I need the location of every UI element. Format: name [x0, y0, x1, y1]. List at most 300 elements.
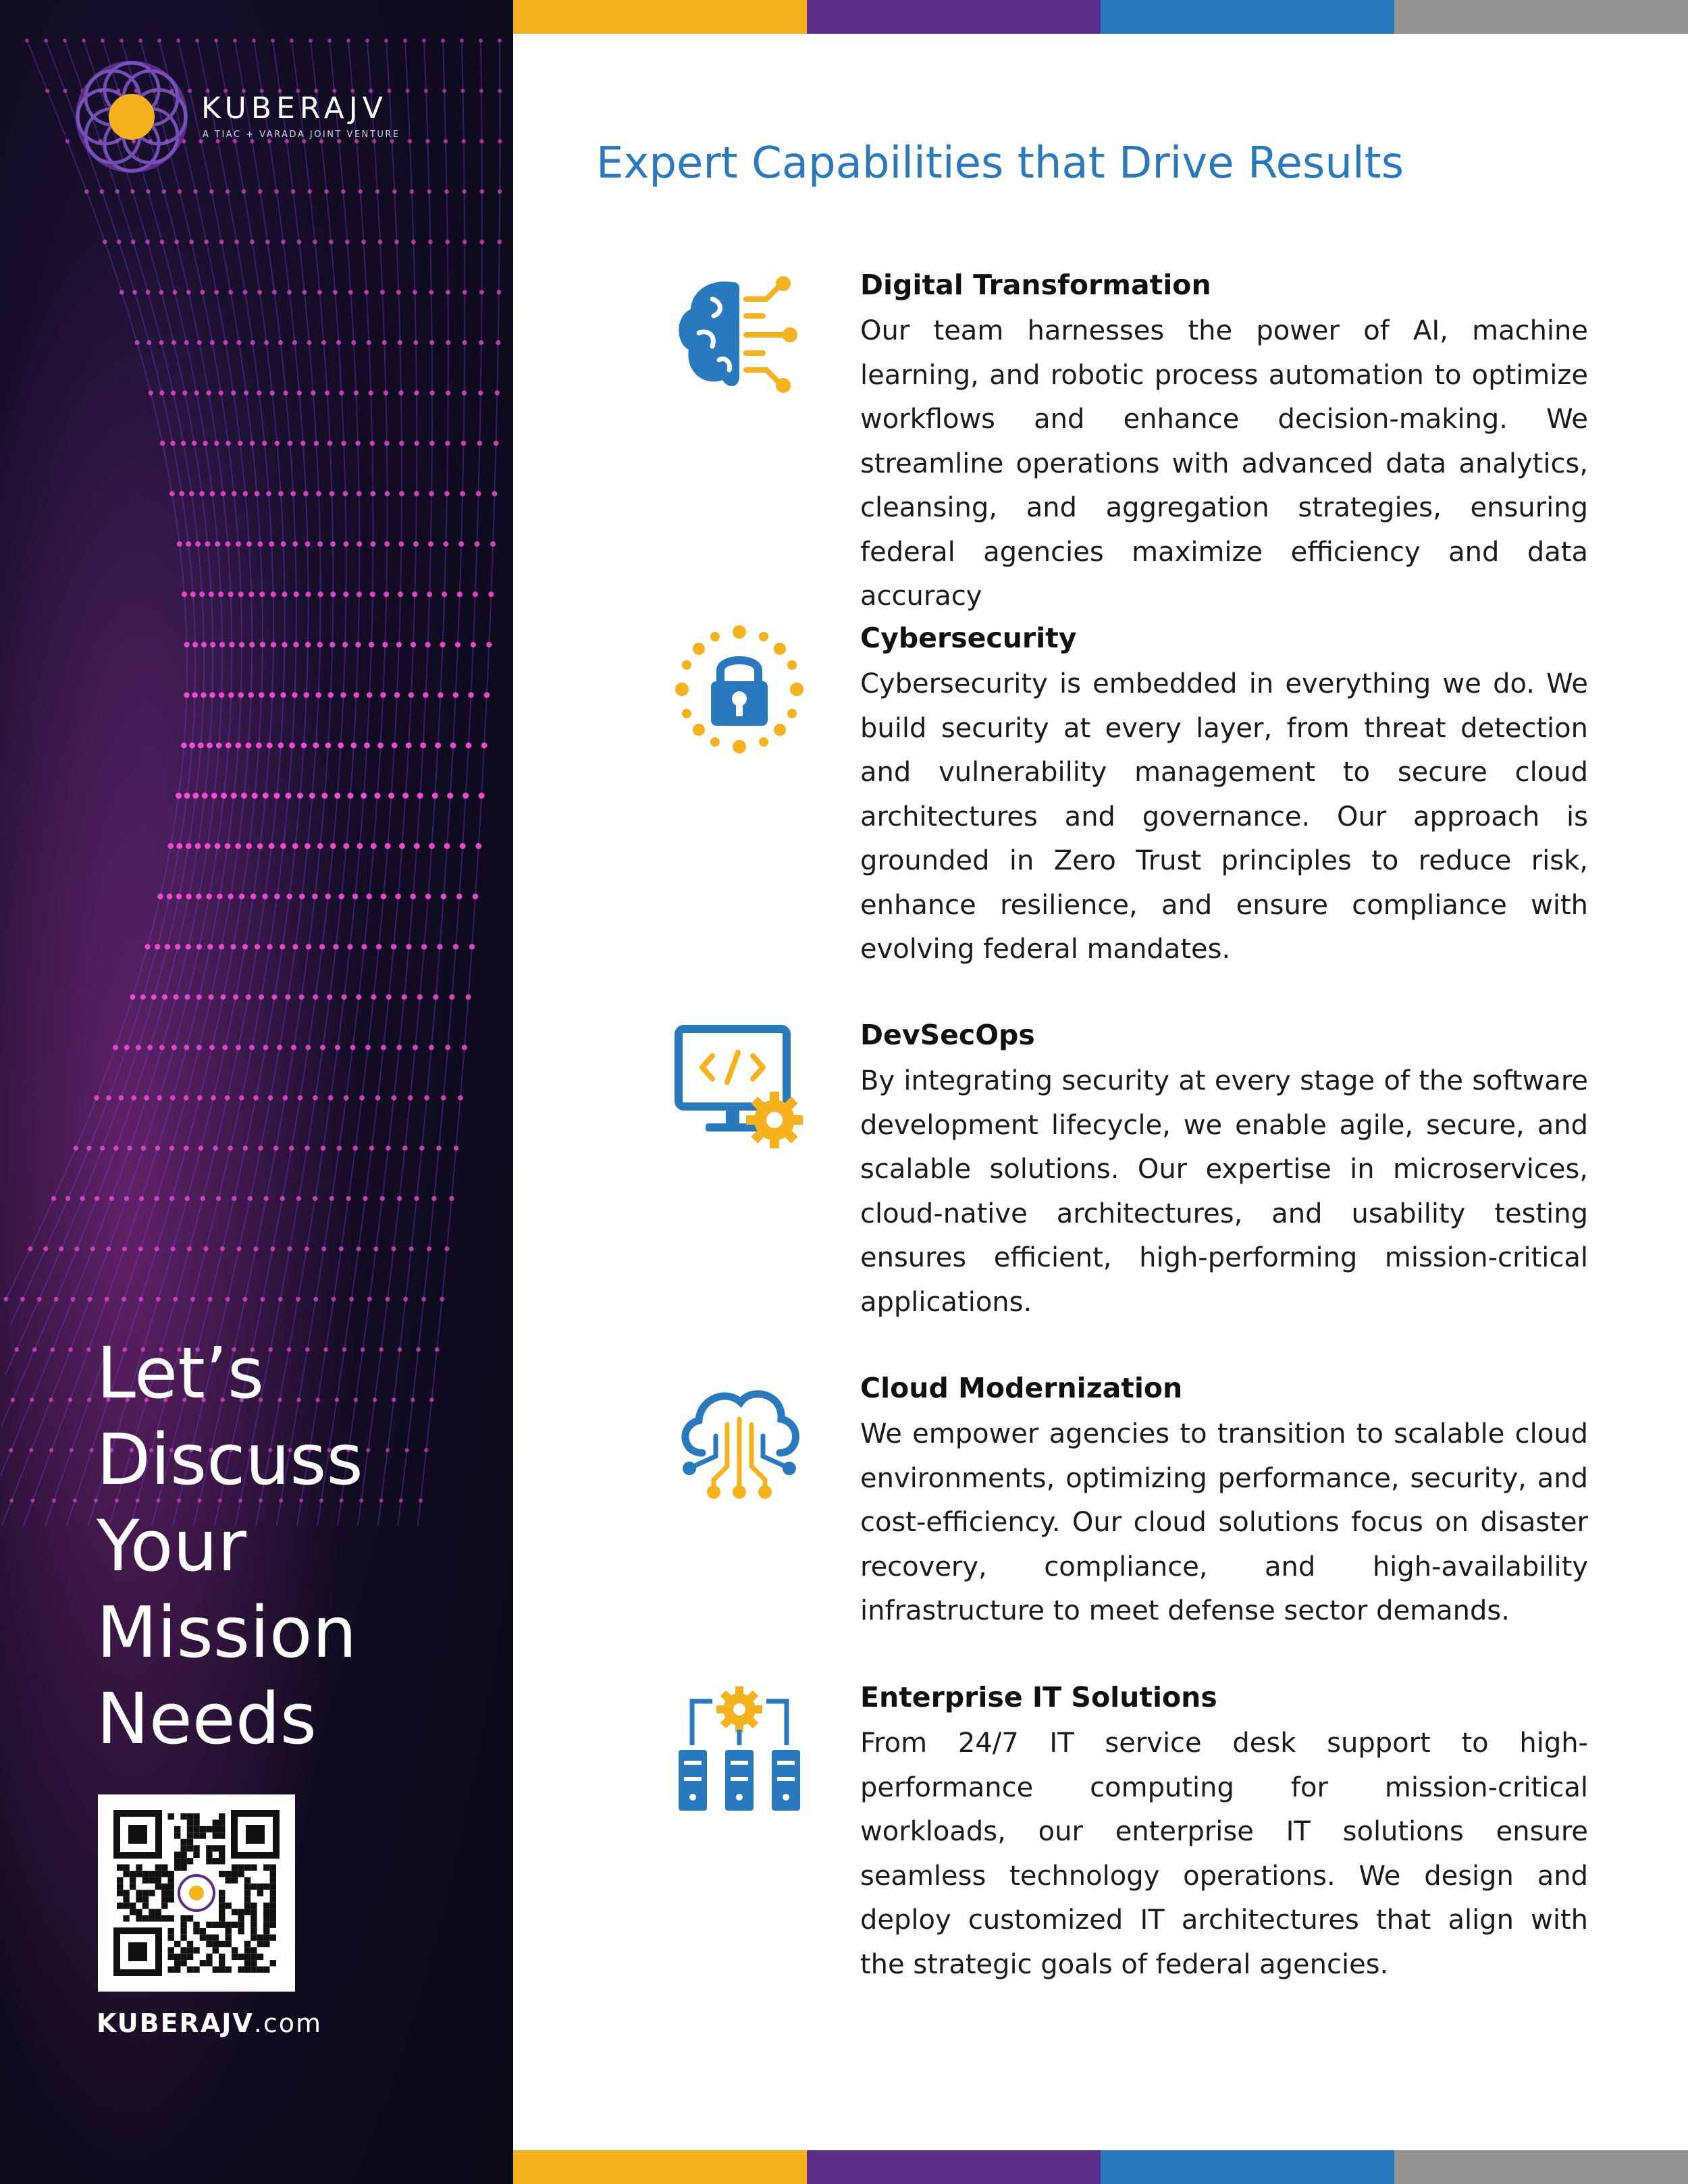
wave-dot: [290, 491, 296, 496]
wave-dot: [306, 944, 311, 949]
wave-dot: [29, 1448, 33, 1452]
wave-dot: [63, 89, 67, 93]
wave-dot: [477, 441, 483, 446]
wave-dot: [257, 390, 261, 395]
qr-module: [136, 1915, 142, 1921]
qr-module: [226, 1928, 232, 1934]
qr-module: [244, 1865, 250, 1871]
wave-dot: [68, 1397, 73, 1402]
wave-dot: [122, 1297, 126, 1302]
wave-dot: [174, 994, 179, 1000]
wave-dot: [199, 1146, 204, 1151]
wave-dot: [392, 743, 398, 749]
wave-dot: [184, 340, 189, 345]
wave-dot: [100, 189, 105, 194]
wave-dot: [380, 692, 386, 698]
wave-dot: [498, 89, 502, 93]
wave-dot: [417, 994, 423, 1000]
qr-module: [187, 1819, 193, 1826]
wave-dot: [37, 1297, 42, 1302]
wave-dot: [492, 491, 498, 496]
wave-dot: [466, 994, 471, 1000]
wave-dot: [317, 642, 323, 647]
brand-name: KUBERAJV: [201, 91, 388, 126]
wave-dot: [344, 843, 350, 849]
wave-dot: [202, 793, 208, 799]
wave-dot: [270, 1246, 275, 1251]
wave-dot: [433, 994, 438, 1000]
wave-dot: [340, 692, 346, 698]
wave-dot: [301, 743, 307, 749]
wave-dot: [321, 1246, 326, 1251]
wave-dot: [115, 189, 120, 194]
qr-module: [219, 1960, 225, 1966]
wave-dot: [376, 944, 381, 949]
wave-dot: [215, 843, 221, 849]
wave-dot: [89, 1448, 93, 1452]
qr-module: [180, 1813, 186, 1819]
wave-dot: [238, 591, 244, 597]
wave-dot: [235, 843, 241, 849]
wave-dot: [409, 1246, 414, 1251]
wave-dot: [63, 38, 67, 43]
wave-dot: [445, 441, 450, 446]
wave-dot: [207, 743, 213, 749]
wave-dot: [343, 591, 348, 597]
wave-dot: [332, 1297, 336, 1302]
wave-dot: [396, 642, 402, 647]
wave-dot: [286, 793, 292, 799]
wave-dot: [255, 491, 260, 496]
wave-dot: [302, 290, 307, 294]
wave-dot: [369, 1146, 375, 1151]
wave-dot: [351, 340, 356, 345]
qr-module: [250, 1902, 257, 1909]
wave-dot: [432, 793, 438, 799]
wave-dot: [138, 38, 142, 43]
wave-dot: [357, 843, 363, 849]
color-bar-purple: [807, 2150, 1101, 2184]
qr-module: [161, 1902, 167, 1909]
wave-dot: [377, 743, 384, 749]
wave-dot: [438, 692, 444, 698]
qr-module: [219, 1858, 225, 1864]
wave-dot: [406, 944, 411, 949]
wave-dot: [365, 1045, 371, 1050]
wave-dot: [437, 944, 442, 949]
wave-dot: [429, 340, 434, 345]
wave-dot: [209, 189, 214, 194]
wave-dot: [196, 894, 202, 900]
wave-dot: [120, 38, 124, 43]
qr-module: [219, 1871, 225, 1877]
wave-dot: [484, 692, 490, 698]
wave-dot: [236, 340, 241, 345]
wave-dot: [228, 1146, 233, 1151]
wave-dot: [399, 441, 404, 446]
wave-dot: [278, 743, 284, 749]
wave-dot: [147, 1045, 153, 1050]
qr-code[interactable]: [98, 1794, 295, 1992]
wave-dot: [309, 38, 313, 43]
wave-dot: [68, 1348, 73, 1352]
wave-dot: [175, 944, 180, 949]
wave-dot: [209, 692, 215, 698]
wave-dot: [423, 692, 429, 698]
wave-dot: [159, 1045, 165, 1050]
qr-module: [187, 1813, 193, 1819]
capability-title: Cybersecurity: [860, 622, 1077, 654]
wave-dot: [460, 491, 465, 496]
wave-dot: [189, 240, 194, 244]
wave-dot: [124, 1045, 130, 1050]
wave-dot: [364, 743, 370, 749]
wave-dot: [374, 793, 380, 799]
qr-module: [250, 1934, 257, 1940]
wave-dot: [429, 290, 433, 294]
wave-dot: [101, 38, 105, 43]
wave-dot: [170, 441, 176, 446]
qr-module: [155, 1915, 161, 1921]
qr-module: [232, 1954, 238, 1960]
wave-dot: [214, 38, 218, 43]
wave-dot: [384, 591, 389, 597]
wave-dot: [307, 189, 312, 194]
wave-dot: [186, 541, 191, 547]
wave-dot: [435, 743, 441, 749]
wave-dot: [146, 189, 151, 194]
wave-dot: [248, 591, 254, 597]
qr-module: [206, 1845, 212, 1851]
qr-module: [213, 1845, 219, 1851]
qr-module: [238, 1915, 244, 1921]
wave-dot: [226, 189, 230, 194]
wave-dot: [106, 1246, 111, 1251]
wave-dot: [160, 441, 165, 446]
wave-dot: [249, 642, 255, 647]
wave-dot: [243, 290, 248, 294]
wave-dot: [239, 894, 245, 900]
wave-dot: [192, 441, 197, 446]
wave-dot: [446, 390, 450, 395]
wave-dot: [51, 1196, 56, 1201]
qr-module: [270, 1890, 276, 1896]
wave-dot: [135, 340, 140, 345]
wave-dot: [458, 541, 464, 547]
qr-module: [193, 1845, 199, 1851]
wave-dot: [226, 743, 232, 749]
wave-dot: [43, 1246, 48, 1251]
wave-dot: [70, 1448, 74, 1452]
cta-line: Mission: [97, 1591, 357, 1674]
qr-module: [130, 1884, 136, 1890]
qr-module: [238, 1922, 244, 1928]
wave-dot: [342, 994, 347, 1000]
qr-module: [250, 1960, 257, 1966]
wave-dot: [174, 240, 179, 244]
wave-dot: [327, 441, 333, 446]
wave-dot: [486, 642, 492, 647]
wave-dot: [274, 189, 279, 194]
wave-dot: [263, 1045, 268, 1050]
wave-dot: [384, 441, 390, 446]
qr-module: [244, 1909, 250, 1915]
wave-dot: [357, 491, 362, 496]
wave-dot: [238, 692, 244, 698]
wave-dot: [287, 290, 292, 294]
wave-dot: [250, 441, 255, 446]
qr-module: [270, 1877, 276, 1883]
wave-dot: [221, 491, 226, 496]
wave-dot: [203, 441, 208, 446]
wave-dot: [320, 1045, 325, 1050]
wave-dot: [380, 290, 385, 294]
wave-dot: [344, 1095, 349, 1100]
qr-module: [155, 1877, 161, 1883]
wave-dot: [32, 1348, 37, 1352]
wave-dot: [453, 944, 458, 949]
wave-dot: [232, 1196, 236, 1201]
wave-dot: [259, 994, 264, 1000]
color-bar-yellow: [513, 2150, 807, 2184]
wave-dot: [73, 1499, 77, 1503]
qr-module: [244, 1960, 250, 1966]
wave-dot: [441, 38, 445, 43]
wave-dot: [317, 541, 323, 547]
wave-dot: [195, 843, 201, 849]
wave-dot: [141, 1146, 147, 1151]
wave-dot: [453, 692, 459, 698]
wave-dot: [65, 139, 70, 143]
qr-module: [168, 1896, 174, 1902]
qr-module: [161, 1890, 167, 1896]
wave-dot: [215, 541, 220, 547]
wave-dot: [167, 843, 174, 849]
wave-dot: [408, 692, 415, 698]
qr-module: [200, 1832, 206, 1838]
wave-dot: [94, 1095, 99, 1100]
wave-dot: [321, 793, 327, 799]
qr-module: [257, 1934, 263, 1940]
wave-dot: [292, 692, 298, 698]
wave-dot: [243, 1146, 248, 1151]
qr-module: [263, 1967, 269, 1973]
wave-dot: [74, 1246, 79, 1251]
wave-dot: [9, 1448, 13, 1452]
wave-dot: [305, 541, 311, 547]
qr-module: [244, 1902, 250, 1909]
wave-dot: [394, 240, 399, 244]
qr-module: [263, 1915, 269, 1921]
wave-dot: [382, 642, 388, 647]
wave-dot: [350, 1045, 355, 1050]
qr-module: [142, 1890, 149, 1896]
wave-dot: [262, 441, 267, 446]
wave-dot: [349, 1297, 354, 1302]
qr-module: [168, 1915, 174, 1921]
qr-module: [180, 1922, 186, 1928]
wave-dot: [157, 38, 161, 43]
wave-dot: [338, 894, 344, 900]
wave-dot: [436, 1146, 442, 1151]
qr-module: [180, 1852, 186, 1858]
wave-dot: [124, 1196, 129, 1201]
wave-dot: [106, 1095, 111, 1100]
wave-dot: [225, 1095, 230, 1100]
qr-module: [226, 1967, 232, 1973]
wave-dot: [3, 1297, 8, 1302]
qr-module: [180, 1858, 186, 1864]
wave-dot: [397, 1196, 402, 1201]
wave-dot: [303, 491, 309, 496]
wave-dot: [460, 843, 466, 849]
wave-dot: [282, 591, 287, 597]
qr-module: [161, 1884, 167, 1890]
wave-dot: [396, 290, 401, 294]
wave-dot: [364, 290, 369, 294]
qr-module: [219, 1832, 225, 1838]
wave-dot: [90, 1246, 95, 1251]
wave-dot: [351, 743, 357, 749]
wave-dot: [313, 1095, 318, 1100]
wave-dot: [217, 894, 223, 900]
wave-dot: [190, 591, 196, 597]
website-link[interactable]: [97, 2008, 322, 2038]
wave-dot: [206, 894, 212, 900]
cta-line: Discuss: [97, 1418, 363, 1501]
qr-module: [187, 1858, 193, 1864]
wave-dot: [327, 38, 332, 43]
wave-dot: [417, 793, 423, 799]
wave-dot: [244, 390, 248, 395]
wave-dot: [182, 390, 187, 395]
qr-module: [263, 1934, 269, 1940]
wave-dot: [292, 340, 297, 345]
wave-dot: [355, 441, 361, 446]
qr-module: [136, 1909, 142, 1915]
wave-dot: [345, 240, 350, 244]
wave-dot: [309, 793, 315, 799]
wave-dot: [139, 1196, 144, 1201]
wave-dot: [9, 1499, 14, 1503]
wave-dot: [242, 944, 248, 949]
wave-dot: [230, 944, 236, 949]
wave-dot: [479, 38, 483, 43]
wave-dot: [408, 1095, 413, 1100]
qr-module: [200, 1960, 206, 1966]
qr-module: [238, 1954, 244, 1960]
wave-dot: [219, 390, 223, 395]
wave-dot: [270, 390, 275, 395]
wave-dot: [169, 1196, 174, 1201]
wave-dot: [271, 591, 276, 597]
wave-dot: [307, 340, 311, 345]
wave-dot: [371, 491, 376, 496]
wave-dot: [275, 441, 280, 446]
wave-dot: [463, 340, 467, 345]
qr-module: [180, 1954, 186, 1960]
wave-dot: [117, 240, 122, 244]
wave-dot: [197, 1095, 203, 1100]
wave-dot: [392, 189, 397, 194]
qr-module: [232, 1922, 238, 1928]
wave-dot: [313, 240, 317, 244]
wave-dot: [225, 843, 231, 849]
wave-dot: [189, 491, 194, 496]
wave-dot: [237, 1246, 242, 1251]
wave-dot: [352, 894, 359, 900]
qr-module: [270, 1896, 276, 1902]
wave-dot: [318, 591, 323, 597]
wave-dot: [420, 743, 426, 749]
wave-dot: [402, 793, 408, 799]
wave-dot: [144, 944, 150, 949]
wave-dot: [172, 340, 176, 345]
qr-module: [206, 1826, 212, 1832]
wave-dot: [283, 1095, 288, 1100]
wave-dot: [258, 1146, 263, 1151]
wave-dot: [269, 541, 274, 547]
wave-dot: [479, 290, 484, 294]
wave-dot: [385, 491, 390, 496]
capability-description: By integrating security at every stage of the software development lifecycle, we enable agile, secure, and scalable solutions. Our expertise in microservices, cloud-native architectures, and usability testing ensures efficient, high-performing mission-critical applications.: [860, 1065, 1588, 1318]
wave-dot: [149, 390, 153, 395]
wave-dot: [138, 1297, 143, 1302]
wave-dot: [297, 240, 302, 244]
qr-module: [270, 1909, 276, 1915]
wave-dot: [199, 591, 205, 597]
wave-dot: [478, 390, 483, 395]
qr-module: [149, 1909, 155, 1915]
wave-dot: [410, 894, 416, 900]
qr-module: [226, 1934, 232, 1940]
qr-module: [174, 1954, 180, 1960]
qr-module: [206, 1941, 212, 1947]
qr-module: [174, 1941, 180, 1947]
wave-dot: [429, 390, 434, 395]
qr-module: [244, 1884, 250, 1890]
wave-dot: [359, 1095, 365, 1100]
wave-dot: [52, 1499, 56, 1503]
color-bar-purple: [807, 0, 1101, 34]
wave-dot: [198, 743, 204, 749]
qr-module: [263, 1922, 269, 1928]
qr-module: [232, 1947, 238, 1953]
server-gear-icon: [672, 1681, 807, 1816]
qr-module: [244, 1947, 250, 1953]
wave-dot: [361, 793, 367, 799]
wave-dot: [184, 1095, 189, 1100]
wave-dot: [144, 1095, 149, 1100]
wave-dot: [278, 340, 283, 345]
qr-module: [213, 1826, 219, 1832]
wave-dot: [292, 944, 298, 949]
wave-dot: [363, 1196, 367, 1201]
wave-dot: [462, 1045, 467, 1050]
qr-module: [149, 1915, 155, 1921]
qr-module: [270, 1865, 276, 1871]
wave-dot: [297, 390, 302, 395]
qr-module: [219, 1915, 225, 1921]
wave-dot: [476, 491, 481, 496]
wave-dot: [288, 441, 293, 446]
wave-dot: [209, 1045, 215, 1050]
wave-dot: [388, 793, 394, 799]
wave-dot: [219, 944, 224, 949]
wave-dot: [264, 340, 269, 345]
wave-dot: [369, 390, 373, 395]
wave-dot: [195, 541, 201, 547]
